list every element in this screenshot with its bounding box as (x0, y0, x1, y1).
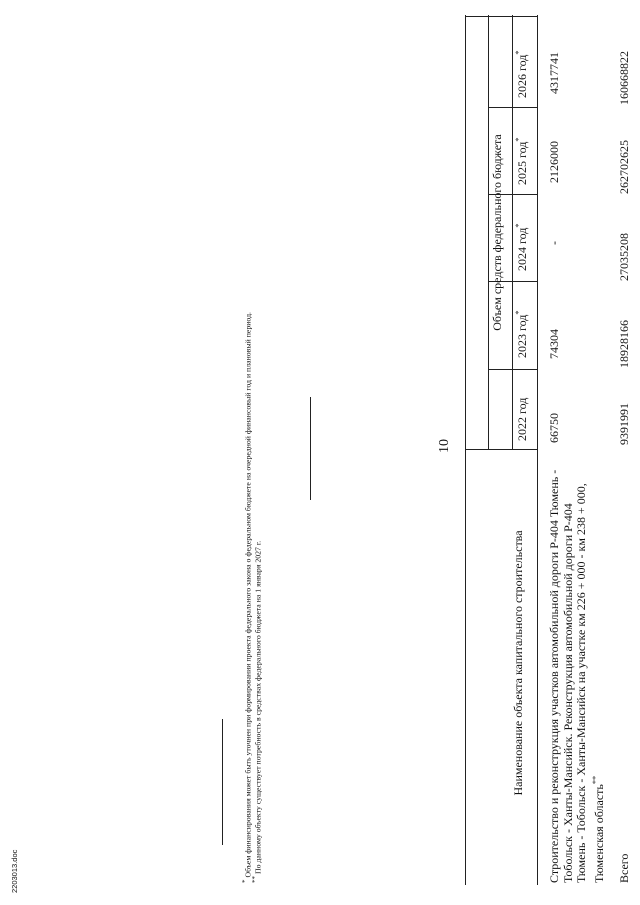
row-1-value-2025: 2126000 (547, 141, 561, 183)
row-1-value-2023: 74304 (547, 329, 561, 359)
row-1-name: Строительство и реконструкция участков автомобильной дороги Р-404 Тюмень - Тобольск - Ханты-Мансийск. Реконструкция автомобильной дороги Р-404 Тюмень - Тобольск - Ханты-Мансийск на участке км 226 + 000 - км 238 + 000, Тюменская область** (547, 469, 606, 883)
doc-id: 2203013.doc (10, 849, 19, 893)
budget-header: Объем средств федерального бюджета (490, 134, 504, 331)
years-sub-rule (512, 15, 513, 450)
row-total-value-2026: 160668822 (617, 51, 631, 105)
row-total-name: Всего (617, 853, 631, 883)
footnote-1: * Объем финансирования может быть уточнен при формировании проекта федерального закона о федеральном бюджете на очередной финансовый год и плановый период. (241, 312, 253, 883)
decorative-rule (310, 397, 311, 500)
table-header-bottom-rule (537, 15, 538, 885)
year-header-2024: 2024 год* (514, 223, 529, 271)
col-divider-0 (465, 449, 537, 450)
row-total-value-2024: 27035208 (617, 233, 631, 281)
footnote-2: ** По данному объекту существует потребность в средствах федерального бюджета на 1 января 2027 г. (251, 540, 263, 883)
year-header-2026: 2026 год* (514, 50, 529, 98)
page-number: 10 (437, 439, 452, 453)
row-total-value-2023: 18928166 (617, 320, 631, 368)
row-1-value-2026: 4317741 (547, 52, 561, 94)
year-header-2023: 2023 год* (514, 310, 529, 358)
table-right-rule (465, 16, 537, 17)
table-top-rule (465, 15, 466, 885)
row-1-value-2024: - (547, 241, 561, 245)
row-total-value-2022: 9391991 (617, 403, 631, 445)
row-1-value-2022: 66750 (547, 413, 561, 443)
footnote-rule (222, 719, 223, 845)
row-total-value-2025: 262702625 (617, 140, 631, 194)
year-header-2022: 2022 год (515, 397, 529, 441)
budget-header-sub-rule (488, 15, 489, 450)
year-header-2025: 2025 год* (514, 137, 529, 185)
col-name-header: Наименование объекта капитального строительства (511, 530, 525, 796)
